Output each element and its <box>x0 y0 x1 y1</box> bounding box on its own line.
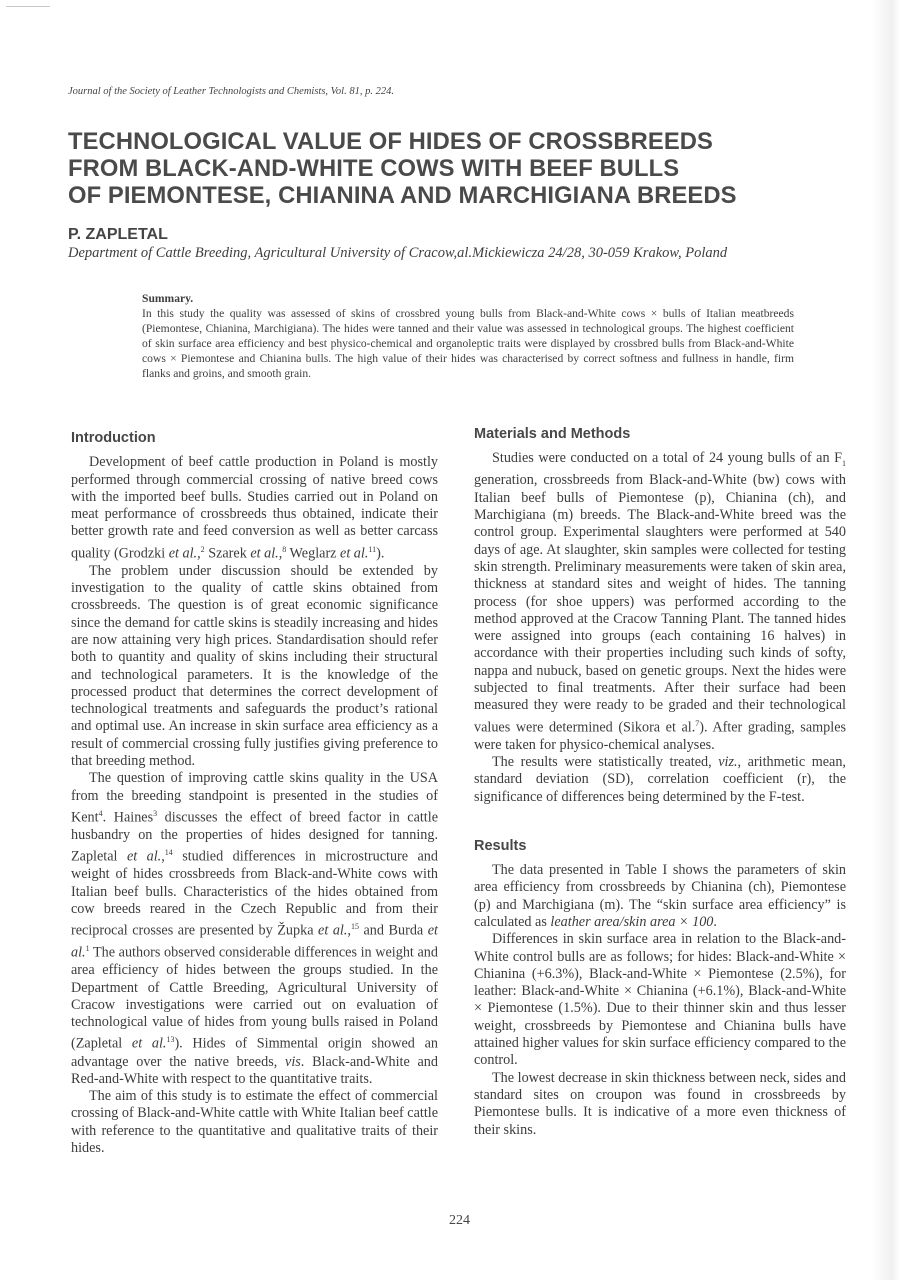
text-run: vis <box>285 1053 301 1070</box>
results-paragraph-1 <box>474 862 846 931</box>
results-paragraph-3: The lowest decrease in skin thickness between neck, sides and standard sites on croupon was found in crossbreeds by Piemontese bulls. It is indicative of a more even thickness of their skins. <box>474 1069 846 1138</box>
summary-label: Summary. <box>142 292 194 305</box>
citation-ref: 11 <box>368 544 377 554</box>
title-line: OF PIEMONTESE, CHIANINA AND MARCHIGIANA BREEDS <box>68 182 737 209</box>
citation-ref: 2 <box>200 544 205 554</box>
text-run: . <box>713 913 717 930</box>
summary-block <box>142 291 794 381</box>
text-run: et al. <box>131 1036 167 1053</box>
text-run: Development of beef cattle production in Poland is mostly performed through commercial crossing of native breed cows with the imported beef bulls. Studies carried out in Poland on meat performance of crossbreeds thus obtained, indicate their better growth rate and feed conversion as well as better carcass quality (Grodzki <box>71 454 438 562</box>
text-run: , <box>197 545 201 562</box>
intro-paragraph-1 <box>71 454 438 563</box>
scan-corner-mark <box>6 6 50 7</box>
citation-ref: 8 <box>282 544 287 554</box>
journal-citation: Journal of the Society of Leather Technologists and Chemists, Vol. 81, p. 224. <box>68 86 394 97</box>
text-run: , <box>161 849 165 866</box>
text-run: and Burda <box>358 922 428 939</box>
page-number: 224 <box>449 1213 470 1228</box>
citation-ref: 3 <box>153 808 158 818</box>
intro-paragraph-2: The problem under discussion should be extended by investigation to the quality of cattle skins obtained from crossbreeds. The question is of great economic significance since the demand for cattle skins is steadily increasing and hides are now attaining very high prices. Standardisation should refer both to quantity and quality of skins including their structural and technological parameters. It is the knowledge of the processed product that determines the correct development of technological treatments and safeguards the product’s rational and optimal use. An increase in skin surface area efficiency as a result of commercial crossing fully justifies giving preference to that breeding method. <box>71 562 438 770</box>
subscript: 1 <box>842 459 846 469</box>
text-run: studied differences in microstructure and weight of hides crossbreeds from Black-and-White cows with Italian beef bulls. Characteristics of the hides obtained from cow breeds reared in the Czech Republic and from their reciprocal crosses are presented by Župka <box>71 849 438 939</box>
page-edge-shadow <box>872 0 900 1280</box>
text-run: , <box>278 545 283 562</box>
text-run: et al. <box>340 545 369 562</box>
introduction-heading: Introduction <box>71 430 156 446</box>
methods-heading: Materials and Methods <box>474 426 631 442</box>
methods-paragraph-1 <box>474 450 846 754</box>
citation-ref: 15 <box>350 922 359 932</box>
title-line: FROM BLACK-AND-WHITE COWS WITH BEEF BULLS <box>68 155 680 182</box>
summary-text: In this study the quality was assessed of skins of crossbred young bulls from Black-and-White cows × bulls of Italian meatbreeds (Piemontese, Chianina, Marchigiana). The hides were tanned and their value was assessed in technological groups. The highest coefficient of skin surface area efficiency and best physico-chemical and organoleptic traits were displayed by crossbred bulls from Black-and-White cows × Piemontese and Chianina bulls. The high value of their hides was characterised by correct softness and fullness in handle, firm flanks and groins, and smooth grain. <box>142 307 794 380</box>
text-run: Weglarz <box>286 545 341 562</box>
results-paragraph-2: Differences in skin surface area in relation to the Black-and-White control bulls are as follows; for hides: Black-and-White × Chianina (+6.3%), Black-and-White × Piemontese (2.5%), for leather: Black-and-White × Chianina (+6.1%), Black-and-White × Piemontese (1.5%). Due to their thinner skin and thus lesser weight, crossbreeds by Piemontese and Chianina bulls have attained higher values for skin surface efficiency compared to the control. <box>474 931 846 1069</box>
text-run: Studies were conducted on a total of 24 young bulls of an F <box>492 450 842 467</box>
citation-ref: 13 <box>166 1035 175 1045</box>
text-run: . Black-and-White and Red-and-White with respect to the quantitative traits. <box>71 1053 438 1087</box>
text-run: . Haines <box>102 809 154 826</box>
section-gap <box>474 806 846 838</box>
text-run: et al. <box>250 545 279 562</box>
citation-ref: 4 <box>98 808 103 818</box>
author-name: P. ZAPLETAL <box>68 226 168 243</box>
intro-paragraph-3 <box>71 770 438 1088</box>
citation-ref: 1 <box>85 944 90 954</box>
text-run: ). <box>376 545 385 562</box>
methods-paragraph-2 <box>474 754 846 806</box>
intro-paragraph-4: The aim of this study is to estimate the effect of commercial crossing of Black-and-White cattle with White Italian beef cattle with reference to the quantitative and qualitative traits of their hides. <box>71 1088 438 1156</box>
left-column <box>71 430 438 1157</box>
article-title <box>68 128 805 209</box>
text-run: Szarek <box>204 545 251 562</box>
author-affiliation: Department of Cattle Breeding, Agricultural University of Cracow,al.Mickiewicza 24/28, 30-059 Krakow, Poland <box>68 245 728 261</box>
text-run: et al. <box>168 545 198 562</box>
right-column <box>474 426 846 1139</box>
text-run: et al. <box>318 922 348 939</box>
text-run: generation, crossbreeds from Black-and-White (bw) cows with Italian beef bulls of Piemontese (p), Chianina (ch), and Marchigiana (m) breeds. The Black-and-White breed was the control group. Experimental slaughters were performed at 540 days of age. At slaughter, skin samples were collected for testing skin strength. Preliminary measurements were taken of skin area, thickness at standard sites and weight of hides. The tanning process (for shoe uppers) was performed according to the method approved at the Cracow Tanning Plant. The tanned hides were assigned into groups (each containing 16 halves) in accordance with their properties including such kinds of softy, nappa and nubuck, based on genetic groups. Next the hides were subjected to final treatments. After their surface had been measured they were ready to be graded and their technological values were determined (Sikora et al. <box>474 472 846 736</box>
text-run: , arithmetic mean, standard deviation (SD), correlation coefficient (r), the significance of differences being determined by the F-test. <box>474 753 846 805</box>
text-run: discusses the effect of breed factor in cattle husbandry on the properties of hides designed for tanning. Zapletal <box>71 809 438 866</box>
text-run: ). Hides of Simmental origin showed an advantage over the native breeds, <box>71 1036 438 1070</box>
text-run: The authors observed considerable differences in weight and area efficiency of hides between the groups studied. In the Department of Cattle Breeding, Agricultural University of Cracow investigations were carried out on evaluation of technological value of hides from young bulls raised in Poland (Zapletal <box>71 944 438 1053</box>
formula: leather area/skin area × 100 <box>550 913 714 930</box>
text-run: The data presented in Table I shows the parameters of skin area efficiency from crossbreeds by Chianina (ch), Piemontese (p) and Marchigiana (m). The “skin surface area efficiency” is calculated as <box>474 862 846 930</box>
citation-ref: 7 <box>695 718 700 728</box>
text-run: viz. <box>718 753 738 770</box>
text-run: et al. <box>126 849 162 866</box>
text-run: The results were statistically treated, <box>492 753 719 770</box>
citation-ref: 14 <box>164 848 173 858</box>
title-line: TECHNOLOGICAL VALUE OF HIDES OF CROSSBREEDS <box>68 128 714 155</box>
text-run: ). After grading, samples were taken for physico-chemical analyses. <box>474 719 847 753</box>
results-heading: Results <box>474 837 527 854</box>
text-run: , <box>347 922 351 939</box>
text-run: The question of improving cattle skins quality in the USA from the breeding standpoint is presented in the studies of Kent <box>71 770 438 826</box>
text-run: et al. <box>71 922 438 961</box>
